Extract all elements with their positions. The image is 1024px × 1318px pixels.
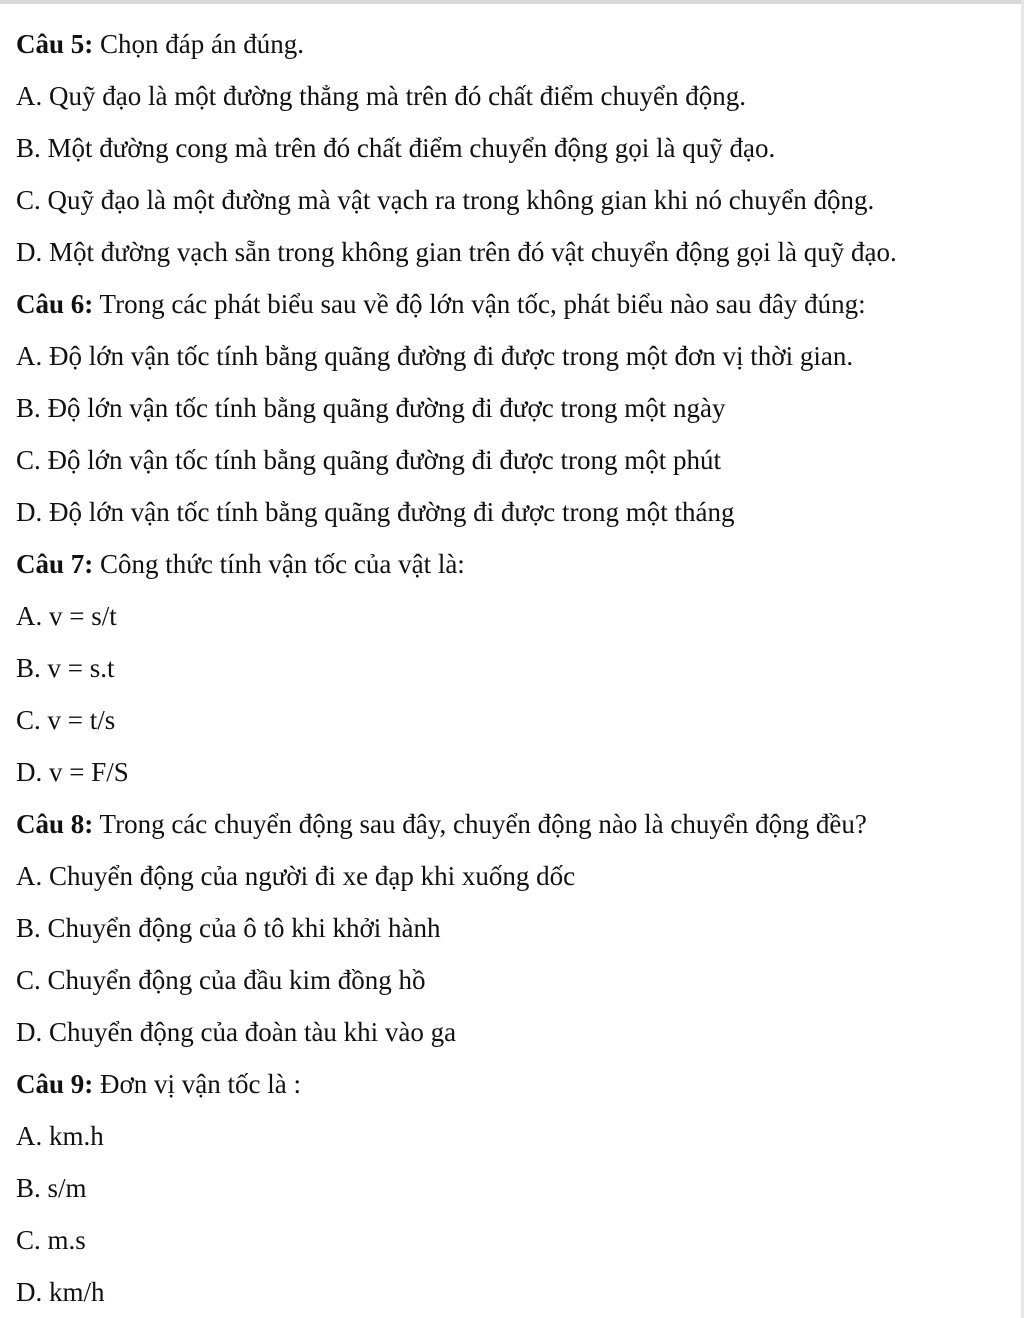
option-9d: D. km/h [16,1277,105,1307]
option-9a: A. km.h [16,1121,104,1151]
option-5a: A. Quỹ đạo là một đường thẳng mà trên đó chất điểm chuyển động. [16,81,747,111]
option-8d: D. Chuyển động của đoàn tàu khi vào ga [16,1017,457,1047]
option-6d: D. Độ lớn vận tốc tính bằng quãng đường đi được trong một tháng [16,497,735,527]
question-text: Chọn đáp án đúng. [93,29,304,59]
question-9-stem [16,1058,1016,1110]
option-5d: D. Một đường vạch sẵn trong không gian trên đó vật chuyển động gọi là quỹ đạo. [16,237,897,267]
option-9b: B. s/m [16,1173,87,1203]
option-7d: D. v = F/S [16,757,129,787]
question-5-stem [16,18,1016,70]
question-text: Trong các phát biểu sau về độ lớn vận tốc, phát biểu nào sau đây đúng: [93,289,866,319]
option-6b: B. Độ lớn vận tốc tính bằng quãng đường đi được trong một ngày [16,393,726,423]
question-number: Câu 6: [16,289,94,319]
question-7-stem [16,538,1016,590]
question-number: Câu 5: [16,29,94,59]
option-7c: C. v = t/s [16,705,116,735]
option-9c: C. m.s [16,1225,86,1255]
option-5b: B. Một đường cong mà trên đó chất điểm chuyển động gọi là quỹ đạo. [16,133,776,163]
option-7a: A. v = s/t [16,601,117,631]
quiz-document [16,18,1016,1318]
question-text: Trong các chuyển động sau đây, chuyển động nào là chuyển động đều? [93,809,867,839]
option-5c: C. Quỹ đạo là một đường mà vật vạch ra trong không gian khi nó chuyển động. [16,185,875,215]
question-number: Câu 9: [16,1069,94,1099]
option-8b: B. Chuyển động của ô tô khi khởi hành [16,913,441,943]
question-8-stem [16,798,1016,850]
question-text: Công thức tính vận tốc của vật là: [93,549,465,579]
question-number: Câu 7: [16,549,94,579]
option-6c: C. Độ lớn vận tốc tính bằng quãng đường đi được trong một phút [16,445,722,475]
question-6-stem [16,278,1016,330]
question-number: Câu 8: [16,809,94,839]
option-8a: A. Chuyển động của người đi xe đạp khi xuống dốc [16,861,576,891]
question-text: Đơn vị vận tốc là : [93,1069,301,1099]
option-8c: C. Chuyển động của đầu kim đồng hồ [16,965,426,995]
option-6a: A. Độ lớn vận tốc tính bằng quãng đường đi được trong một đơn vị thời gian. [16,341,854,371]
top-border [0,0,1024,4]
option-7b: B. v = s.t [16,653,115,683]
